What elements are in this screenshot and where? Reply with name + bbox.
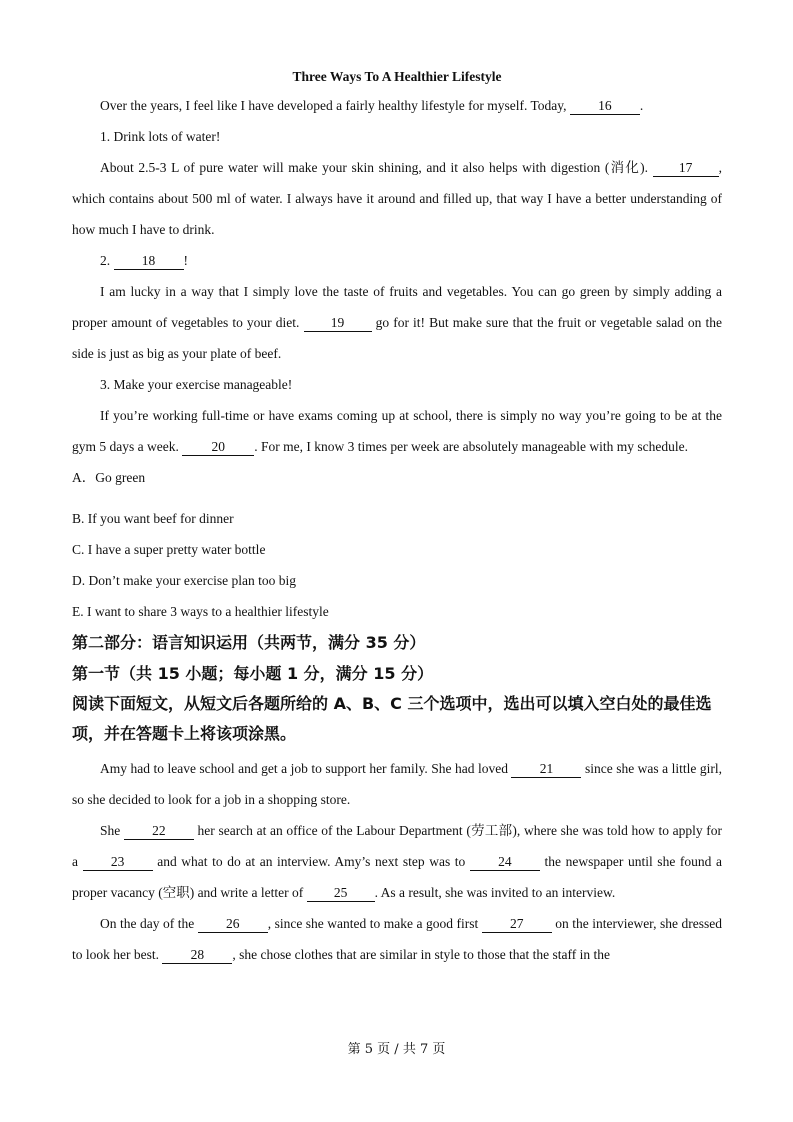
passage1-para1 bbox=[72, 90, 722, 121]
text: , which contains about 500 ml of water. I always have it around and filled up, that way I have a better understanding of how much I have to drink. bbox=[72, 160, 722, 237]
passage2-para3 bbox=[72, 908, 722, 970]
blank-22: 22 bbox=[124, 823, 194, 840]
text: go for it! But make sure that the fruit or vegetable salad on the side is just as big as your plate of beef. bbox=[72, 315, 722, 361]
text: the newspaper until she found a proper vacancy (空职) and write a letter of bbox=[72, 854, 723, 900]
text: on the interviewer, she dressed to look her best. bbox=[72, 916, 722, 962]
passage1-para4 bbox=[72, 400, 722, 462]
text: I am lucky in a way that I simply love the taste of fruits and vegetables. You can go green by simply adding a proper amount of vegetables to your diet. bbox=[72, 284, 722, 330]
blank-28: 28 bbox=[162, 947, 232, 964]
text: ! bbox=[183, 253, 188, 268]
passage-title: Three Ways To A Healthier Lifestyle bbox=[292, 69, 502, 84]
blank-18: 18 bbox=[114, 253, 184, 270]
blank-20: 20 bbox=[182, 439, 254, 456]
blank-16: 16 bbox=[570, 98, 640, 115]
option-a: A．Go green bbox=[72, 470, 146, 485]
text: 2. bbox=[100, 253, 114, 268]
part2-heading: 第二部分：语言知识运用（共两节，满分 35 分） bbox=[72, 633, 426, 652]
text: . bbox=[639, 98, 644, 113]
passage1-heading3: 3. Make your exercise manageable! bbox=[100, 377, 293, 392]
text: her search at an office of the Labour Department (劳工部), where she was told how to apply for a bbox=[72, 823, 722, 869]
passage1-heading1: 1. Drink lots of water! bbox=[100, 129, 221, 144]
blank-23: 23 bbox=[83, 854, 153, 871]
document-page bbox=[72, 64, 722, 970]
section1-heading: 第一节（共 15 小题；每小题 1 分，满分 15 分） bbox=[72, 664, 434, 683]
text: and what to do at an interview. Amy’s next step was to bbox=[152, 854, 470, 869]
passage1-para3 bbox=[72, 276, 722, 369]
text: On the day of the bbox=[100, 916, 198, 931]
passage2-para1 bbox=[72, 753, 722, 815]
option-b: B. If you want beef for dinner bbox=[72, 511, 234, 526]
passage1-heading2 bbox=[72, 245, 722, 276]
text: , since she wanted to make a good first bbox=[267, 916, 482, 931]
text: About 2.5-3 L of pure water will make your skin shining, and it also helps with digestion (消化). bbox=[100, 160, 653, 175]
text: If you’re working full-time or have exams coming up at school, there is simply no way you’re going to be at the gym 5 days a week. bbox=[72, 408, 722, 454]
option-d: D. Don’t make your exercise plan too big bbox=[72, 573, 296, 588]
text: Over the years, I feel like I have developed a fairly healthy lifestyle for myself. Today, bbox=[100, 98, 570, 113]
section1-instruction: 阅读下面短文，从短文后各题所给的 A、B、C 三个选项中，选出可以填入空白处的最佳选项，并在答题卡上将该项涂黑。 bbox=[72, 694, 712, 743]
blank-19: 19 bbox=[304, 315, 372, 332]
text: She bbox=[100, 823, 124, 838]
page-footer: 第 5 页 / 共 7 页 bbox=[347, 1042, 446, 1057]
blank-25: 25 bbox=[307, 885, 375, 902]
blank-21: 21 bbox=[511, 761, 581, 778]
blank-24: 24 bbox=[470, 854, 540, 871]
passage1-para2 bbox=[72, 152, 722, 245]
blank-27: 27 bbox=[482, 916, 552, 933]
blank-26: 26 bbox=[198, 916, 268, 933]
blank-17: 17 bbox=[653, 160, 719, 177]
option-c: C. I have a super pretty water bottle bbox=[72, 542, 266, 557]
text: Amy had to leave school and get a job to support her family. She had loved bbox=[100, 761, 512, 776]
text: . As a result, she was invited to an interview. bbox=[374, 885, 616, 900]
option-e: E. I want to share 3 ways to a healthier lifestyle bbox=[72, 604, 329, 619]
text: . For me, I know 3 times per week are absolutely manageable with my schedule. bbox=[254, 439, 688, 454]
passage2-para2 bbox=[72, 815, 722, 908]
text: , she chose clothes that are similar in style to those that the staff in the bbox=[232, 947, 611, 962]
text: since she was a little girl, so she decided to look for a job in a shopping store. bbox=[72, 761, 723, 807]
